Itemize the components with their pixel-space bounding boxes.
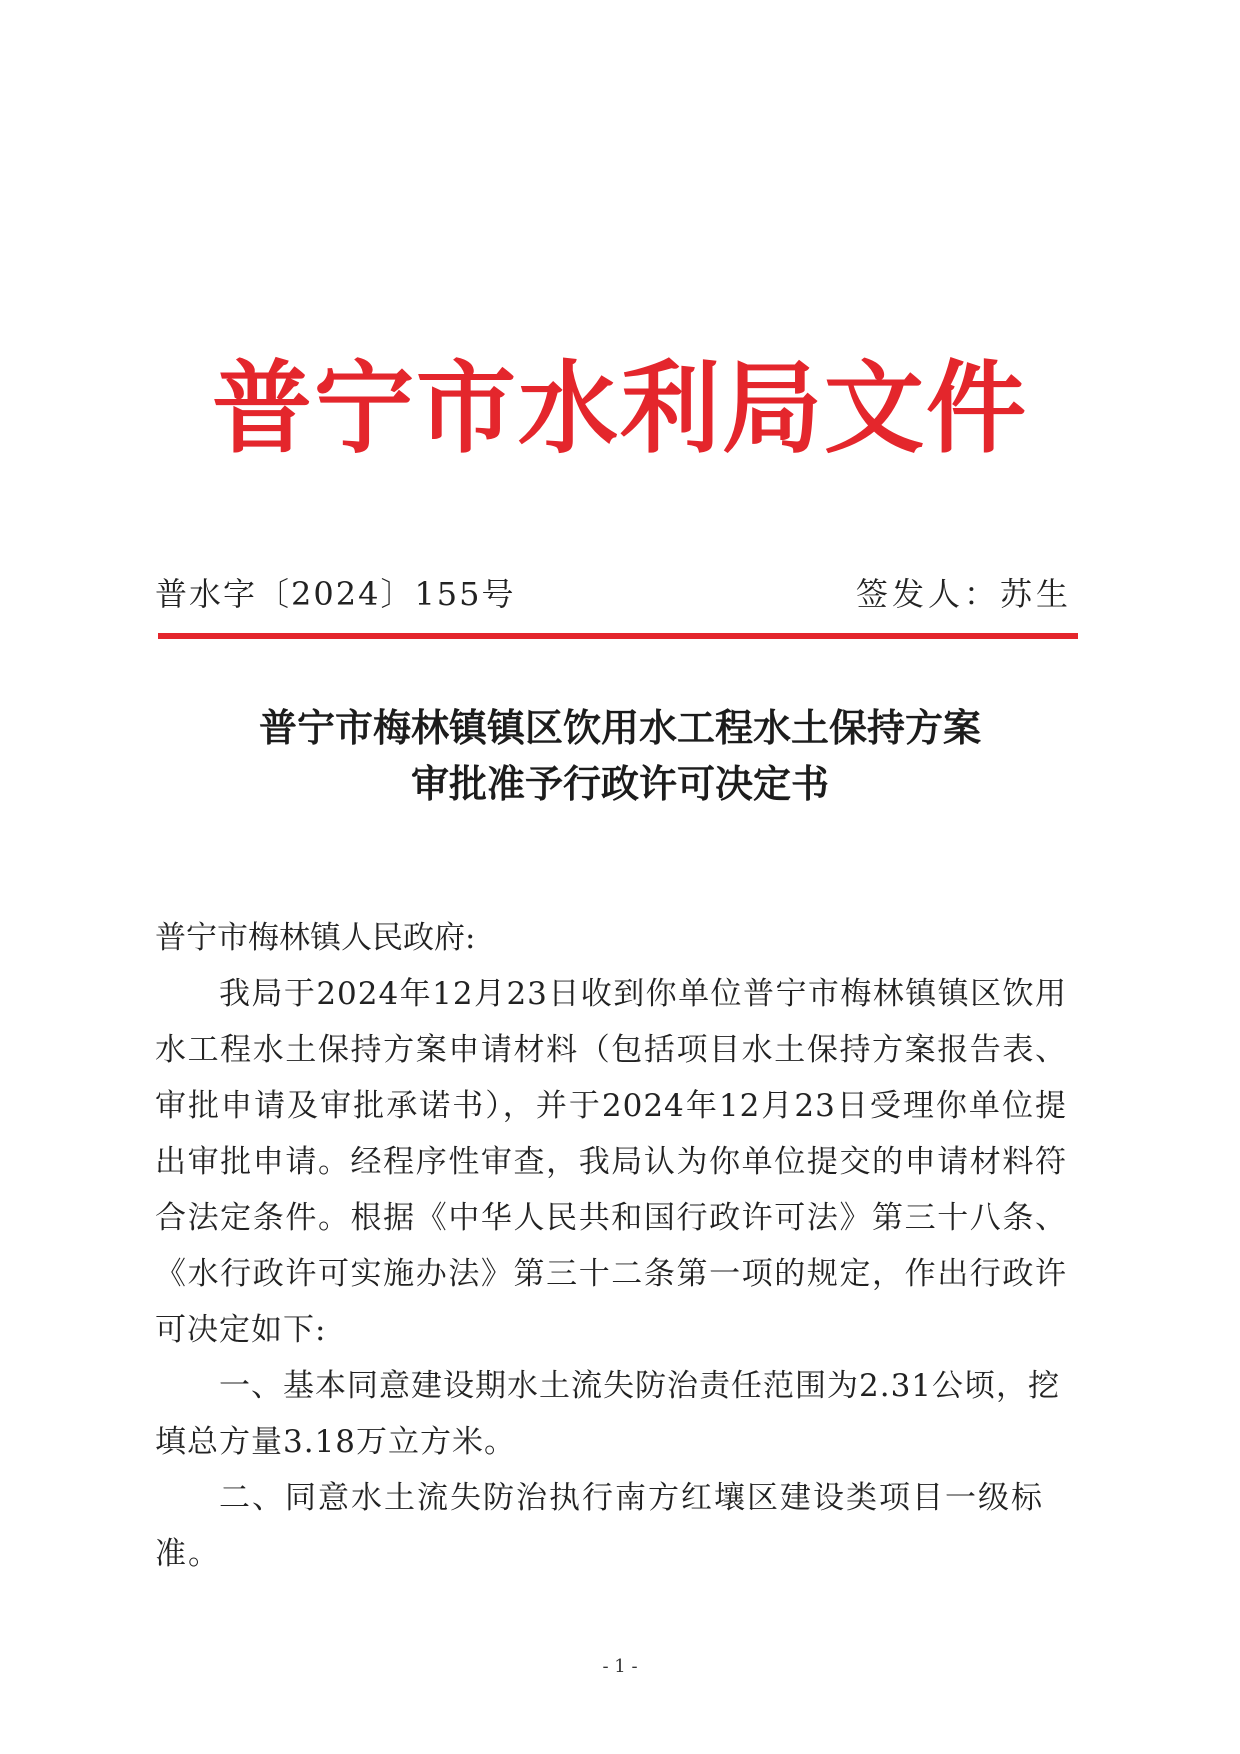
agency-masthead-title: 普宁市水利局文件 [212,349,1028,467]
body-paragraph: 我局于2024年12月23日收到你单位普宁市梅林镇镇区饮用水工程水土保持方案申请材料（包括项目水土保持方案报告表、审批申请及审批承诺书），并于2024年12月23日受理你单位提出审批申请。经程序性审查，我局认为你单位提交的申请材料符合法定条件。根据《中华人民共和国行政许可法》第三十八条、《水行政许可实施办法》第三十二条第一项的规定，作出行政许可决定如下: [155,976,1067,1348]
page-number: - 1 - [602,1656,638,1677]
decision-item-2: 二、同意水土流失防治执行南方红壤区建设类项目一级标准。 [155,1480,1044,1572]
document-title-line-1: 普宁市梅林镇镇区饮用水工程水土保持方案 [258,705,981,750]
signer: 签发人：苏生 [855,575,1072,613]
red-divider-line [158,633,1078,639]
decision-item-1: 一、基本同意建设期水土流失防治责任范围为2.31公顷，挖填总方量3.18万立方米。 [155,1368,1061,1460]
document-title-line-2: 审批准予行政许可决定书 [410,761,829,806]
document-number: 普水字〔2024〕155号 [155,575,516,613]
addressee: 普宁市梅林镇人民政府: [155,920,476,956]
